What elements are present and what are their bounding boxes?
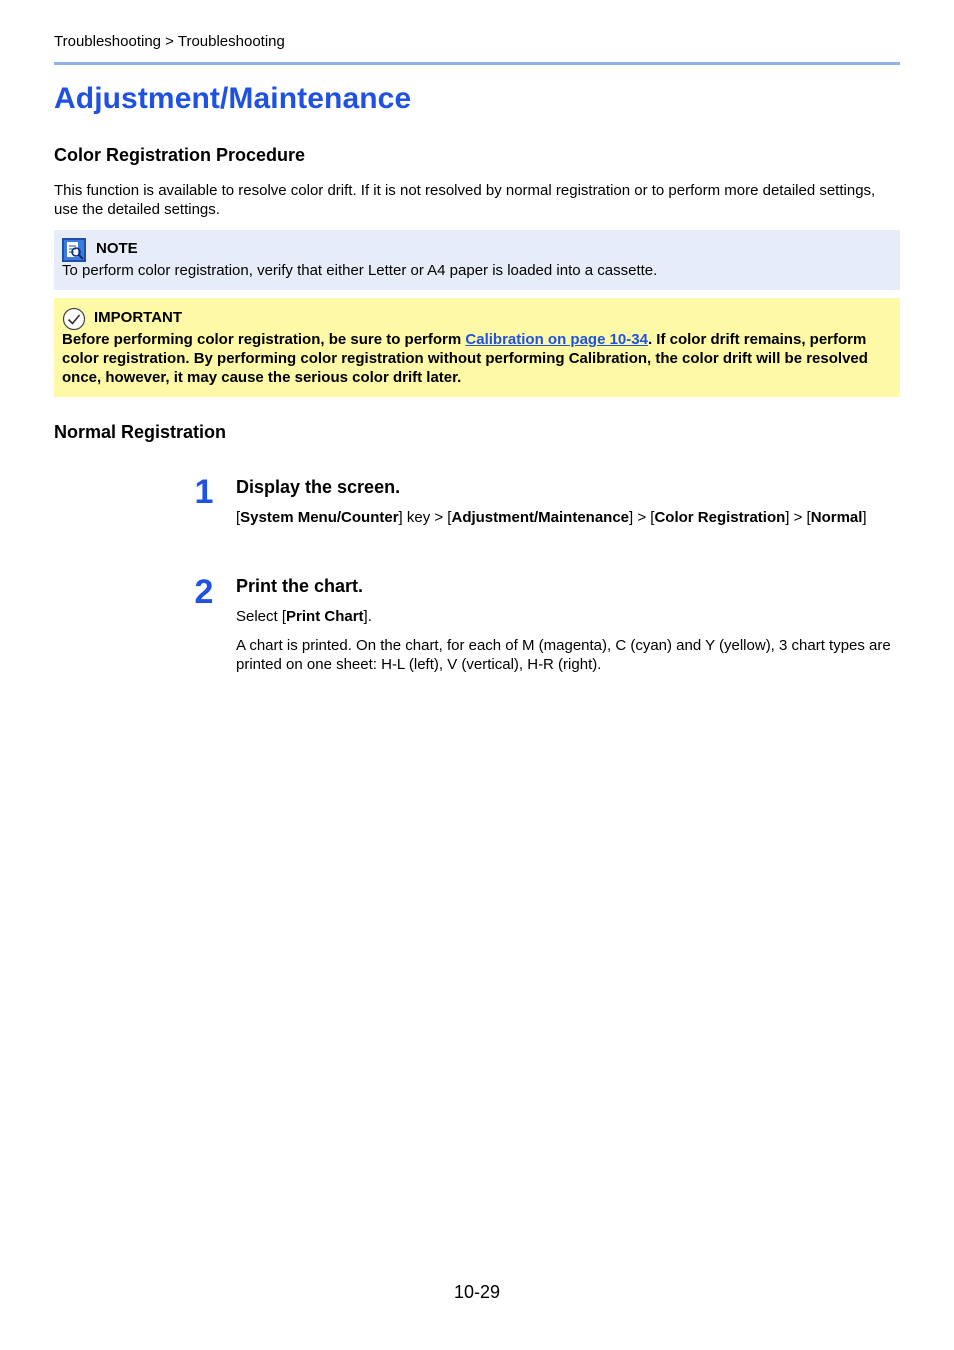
path-separator: ] key > [ [398,509,452,526]
path-bracket: [ [236,509,241,526]
checkmark-circle-icon [62,307,86,331]
note-text: To perform color registration, verify that either Letter or A4 paper is loaded into a cassette. [62,262,658,279]
path-bracket: ] [862,509,867,526]
important-text [62,330,894,387]
page-title: Adjustment/Maintenance [54,82,412,115]
important-title: IMPORTANT [94,309,183,326]
path-key-normal: Normal [810,509,863,526]
note-icon [62,238,86,262]
step-2-description: A chart is printed. On the chart, for each of M (magenta), C (cyan) and Y (yellow), 3 chart types are printed on one sheet: H-L (left), V (vertical), H-R (right). [236,637,891,673]
calibration-link[interactable]: Calibration on page 10-34 [465,331,648,348]
path-key-print-chart: Print Chart [286,608,364,625]
step-1-menu-path [236,508,896,527]
step-number-1: 1 [194,473,214,511]
path-key-adjustment-maintenance: Adjustment/Maintenance [451,509,630,526]
important-text-after: . If color drift remains, perform color registration. By performing color registration without performing Calibration, the color drift will be resolved once, however, it may cause the serious color drift later. [62,331,868,386]
path-key-system-menu-counter: System Menu/Counter [240,509,399,526]
step-2-select-instruction [236,607,896,626]
path-separator: ] > [ [785,509,811,526]
section-heading-normal-registration: Normal Registration [54,422,227,442]
step-title-1: Display the screen. [236,477,401,497]
select-text-before: Select [ [236,608,287,625]
step-title-2: Print the chart. [236,576,364,596]
breadcrumb: Troubleshooting > Troubleshooting [54,33,285,50]
note-title: NOTE [96,240,138,257]
intro-paragraph: This function is available to resolve color drift. If it is not resolved by normal registration or to perform more detailed settings, use the detailed settings. [54,182,876,218]
path-key-color-registration: Color Registration [654,509,786,526]
header-divider [54,62,900,65]
path-separator: ] > [ [629,509,655,526]
step-number-2: 2 [194,573,214,611]
select-text-after: ]. [363,608,372,625]
note-box [54,230,900,290]
important-box [54,298,900,397]
important-text-before: Before performing color registration, be sure to perform [62,331,466,348]
page-number: 10-29 [453,1282,501,1302]
section-heading-color-registration: Color Registration Procedure [54,145,306,165]
